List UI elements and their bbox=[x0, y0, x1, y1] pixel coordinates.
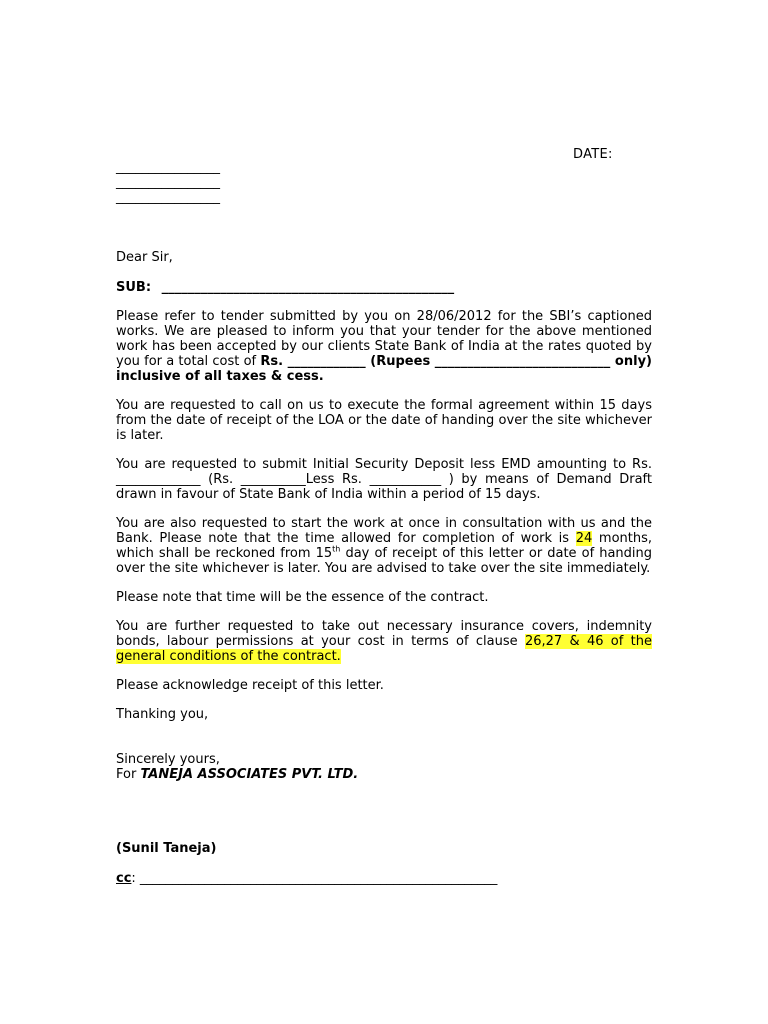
cc-label: cc bbox=[116, 871, 132, 886]
company-line bbox=[116, 767, 358, 782]
paragraph-agreement: You are requested to call on us to execute the formal agreement within 15 days from the date of receipt of the LOA or the date of handing over the site whichever is later. bbox=[116, 398, 652, 443]
letter-body bbox=[116, 309, 652, 736]
paragraph-security-deposit: You are requested to submit Initial Security Deposit less EMD amounting to Rs. _____________ (Rs. __________Less Rs. ___________ ) by means of Demand Draft drawn in favour of State Bank of India within a period of 15 days. bbox=[116, 457, 652, 502]
address-line-1: ________________ bbox=[116, 160, 220, 175]
cc-line bbox=[116, 871, 497, 886]
address-line-2: ________________ bbox=[116, 175, 220, 190]
paragraph-acknowledge: Please acknowledge receipt of this letter. bbox=[116, 678, 384, 693]
signer-name: (Sunil Taneja) bbox=[116, 841, 217, 856]
cc-blank: : _______________________________________________________ bbox=[131, 871, 498, 886]
insurance-text: You are further requested to take out necessary insurance covers, indemnity bonds, labour permissions at your cost in terms of clause bbox=[116, 619, 652, 649]
subject-label: SUB: bbox=[116, 280, 152, 295]
clause-highlight: 26,27 & 46 of the general conditions of the contract. bbox=[116, 634, 652, 664]
company-name: TANEJA ASSOCIATES PVT. LTD. bbox=[140, 767, 359, 782]
sincerely-line: Sincerely yours, bbox=[116, 752, 220, 767]
thanking-line: Thanking you, bbox=[116, 707, 209, 722]
for-label: For bbox=[116, 767, 137, 782]
work-start-text-a: You are also requested to start the work at once in consultation with us and the Bank. Please note that the time allowed for completion of work is bbox=[116, 516, 652, 546]
paragraph-insurance bbox=[116, 619, 652, 664]
total-cost-text: Rs. ____________ (Rupees ___________________________ only) inclusive of all taxes & cess. bbox=[116, 354, 652, 384]
address-block bbox=[116, 160, 220, 205]
paragraph-work-start bbox=[116, 516, 652, 576]
ordinal-suffix: th bbox=[332, 544, 341, 554]
subject-blank: _____________________________________________ bbox=[161, 280, 455, 295]
subject-line bbox=[116, 280, 454, 295]
paragraph-tender bbox=[116, 309, 652, 384]
closing-block bbox=[116, 752, 358, 782]
date-label: DATE: bbox=[573, 147, 613, 162]
paragraph-essence: Please note that time will be the essence of the contract. bbox=[116, 590, 489, 605]
work-start-text-c: day of receipt of this letter or date of handing over the site whichever is later. You are advised to take over the site immediately. bbox=[116, 546, 653, 576]
tender-text: Please refer to tender submitted by you on 28/06/2012 for the SBI’s captioned works. We are pleased to inform you that your tender for the above mentioned work has been accepted by our clients State Bank of India at the rates quoted by you for a total cost of bbox=[116, 309, 652, 369]
work-start-text-b: months, which shall be reckoned from 15 bbox=[116, 531, 653, 561]
salutation: Dear Sir, bbox=[116, 250, 173, 265]
address-line-3: ________________ bbox=[116, 190, 220, 205]
completion-months-highlight: 24 bbox=[575, 531, 593, 546]
